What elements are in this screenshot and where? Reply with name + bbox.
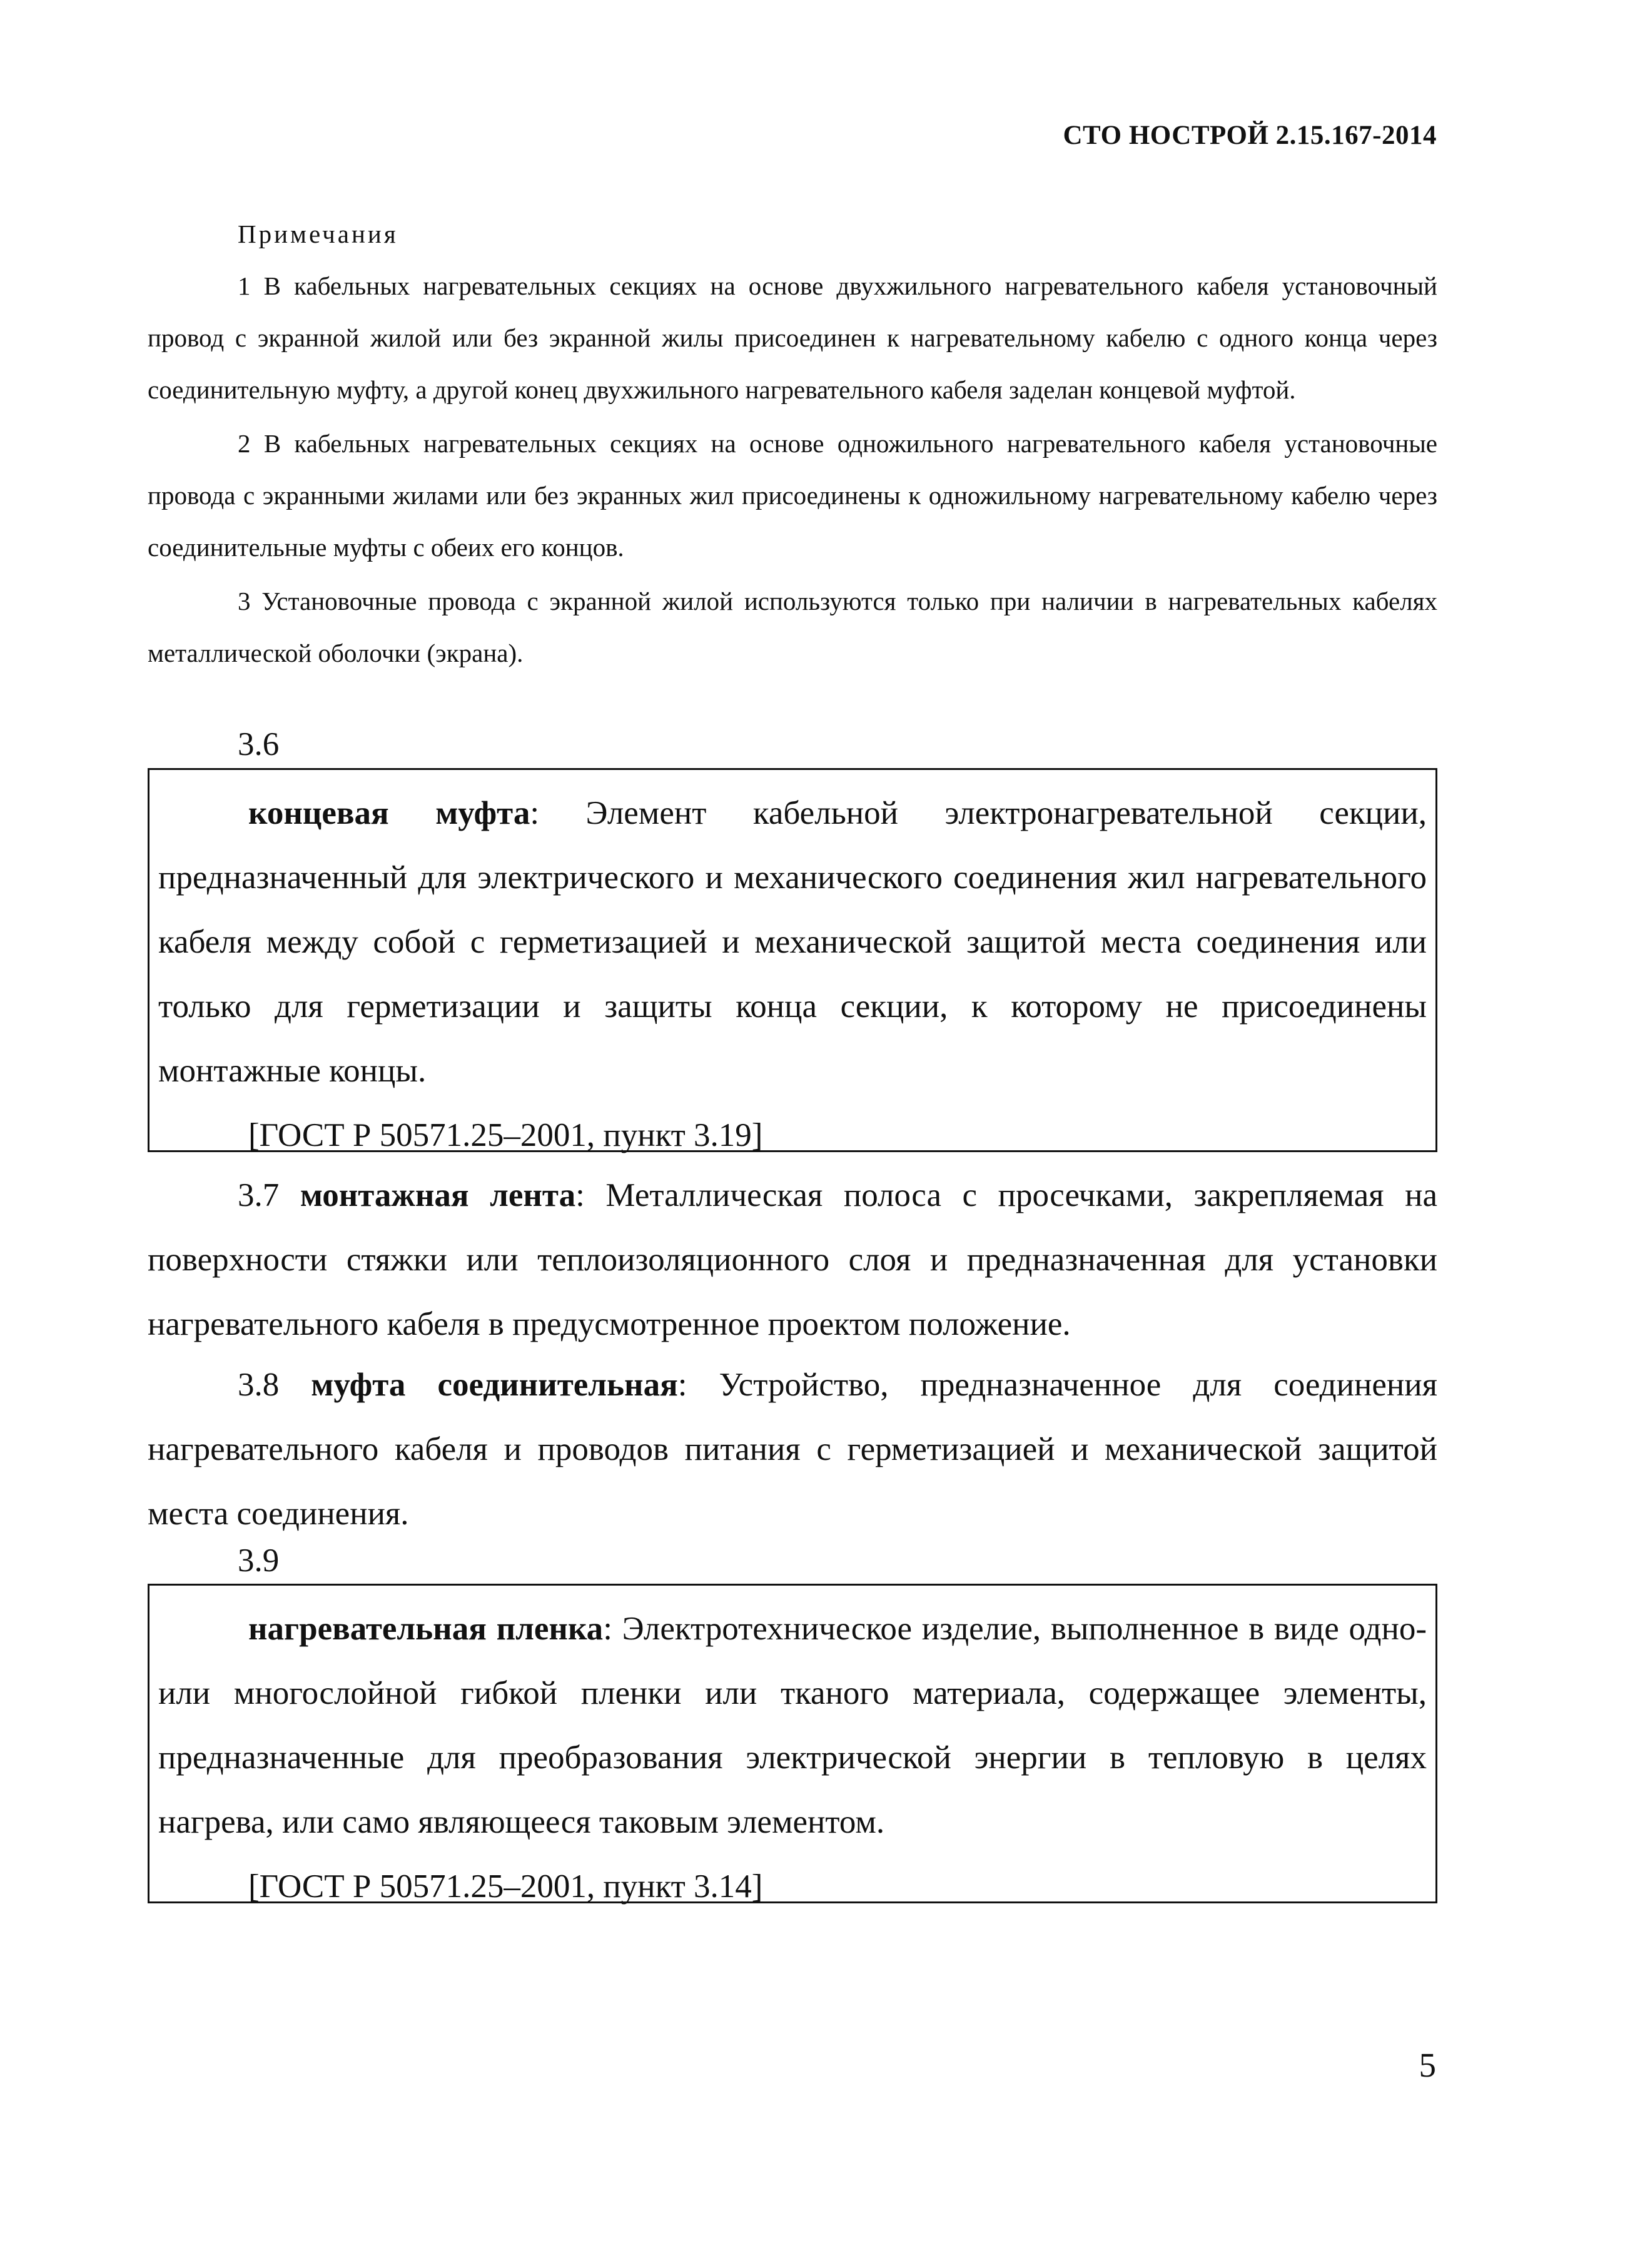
term-text-3-8: : Устройство, предназначенное для соединения нагревательного кабеля и проводов питания с герметизацией и механической защитой места соединения. (148, 1367, 1438, 1532)
term-box-3-9 (148, 1584, 1437, 1903)
term-box-3-6 (148, 768, 1437, 1152)
term-number-3-6: 3.6 (238, 726, 280, 762)
term-text-3-9: : Электротехническое изделие, выполненное в виде одно- или многослойной гибкой пленки или тканого материала, содержащее элементы, предназначенные для преобразования электрической энергии в тепловую в целях нагрева, или само являющееся таковым элементом. (158, 1611, 1427, 1840)
document-code-header: СТО НОСТРОЙ 2.15.167-2014 (1063, 121, 1437, 150)
term-text-3-7: : Металлическая полоса с просечками, закрепляемая на поверхности стяжки или теплоизоляционного слоя и предназначенная для установки нагревательного кабеля в предусмотренное проектом положение. (148, 1177, 1437, 1342)
page-number: 5 (1419, 2046, 1436, 2084)
notes-section (148, 208, 1437, 681)
term-name-3-6: концевая муфта (248, 795, 530, 831)
note-item-3: 3 Установочные провода с экранной жилой используются только при наличии в нагревательных кабелях металлической оболочки (экрана). (148, 587, 1437, 667)
note-item-1: 1 В кабельных нагревательных секциях на основе двухжильного нагревательного кабеля установочный провод с экранной жилой или без экранной жилы присоединен к нагревательному кабелю с одного конца через соединительную муфту, а другой конец двухжильного нагревательного кабеля заделан концевой муфтой. (148, 271, 1437, 404)
note-item-2: 2 В кабельных нагревательных секциях на основе одножильного нагревательного кабеля установочные провода с экранными жилами или без экранных жил присоединены к одножильному нагревательному кабелю через соединительные муфты с обеих его концов. (148, 429, 1437, 562)
term-definition-3-6 (158, 781, 1427, 1103)
term-name-3-8: муфта соединительная (311, 1367, 678, 1403)
term-name-3-9: нагревательная пленка (248, 1611, 604, 1647)
term-source-3-6: [ГОСТ Р 50571.25–2001, пункт 3.19] (248, 1117, 763, 1153)
term-definition-3-9 (158, 1597, 1427, 1855)
term-paragraph-3-7 (148, 1163, 1437, 1357)
term-source-3-9: [ГОСТ Р 50571.25–2001, пункт 3.14] (248, 1868, 763, 1905)
term-number-3-8: 3.8 (238, 1367, 280, 1403)
term-number-3-9: 3.9 (238, 1542, 280, 1579)
term-name-3-7: монтажная лента (300, 1177, 576, 1213)
term-number-3-7: 3.7 (238, 1177, 280, 1213)
term-paragraph-3-8 (148, 1353, 1437, 1546)
notes-title: Примечания (238, 220, 398, 248)
term-text-3-6: : Элемент кабельной электронагревательной секции, предназначенный для электрического и механического соединения жил нагревательного кабеля между собой с герметизацией и механической защитой места соединения или только для герметизации и защиты конца секции, к которому не присоединены монтажные концы. (158, 795, 1427, 1089)
